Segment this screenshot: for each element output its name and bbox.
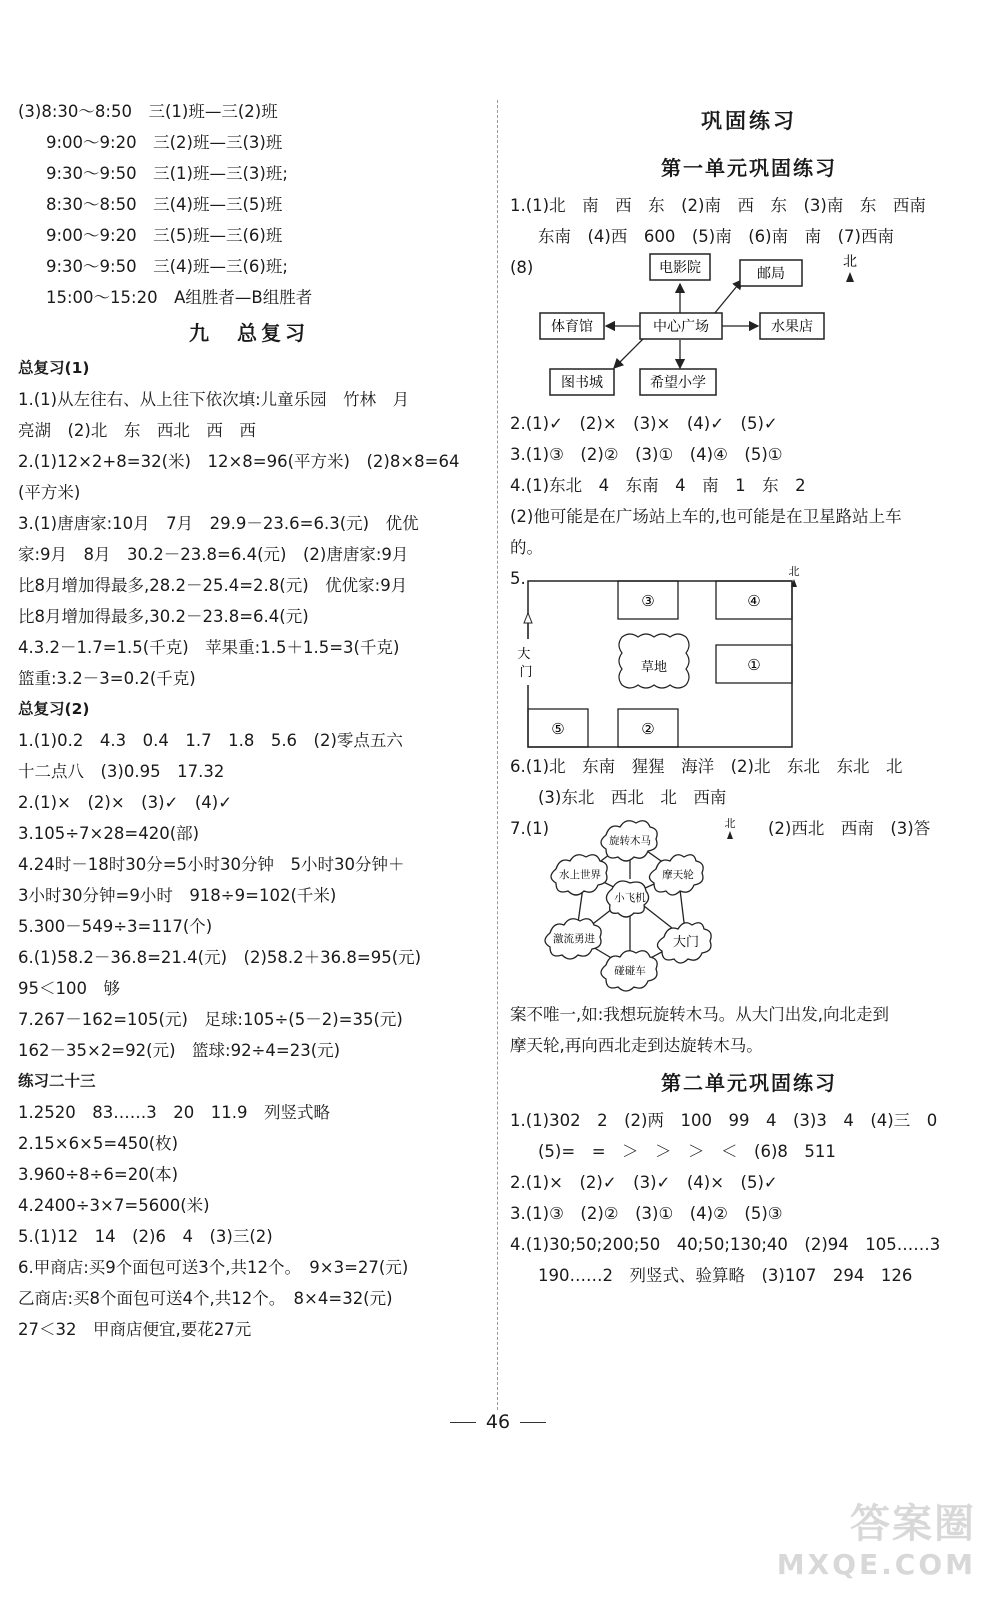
- schedule-line: 15:00～15:20 A组胜者—B组胜者: [46, 288, 313, 307]
- answer-line: 3.(1)③ (2)② (3)① (4)② (5)③: [510, 1204, 783, 1223]
- place-label: 碰碰车: [614, 965, 646, 977]
- map-figure-2: [510, 563, 988, 751]
- place-label: 大门: [672, 935, 700, 950]
- schedule-line: (3)8:30～8:50 三(1)班—三(2)班: [18, 102, 278, 121]
- answer-line: 的。: [510, 538, 543, 557]
- schedule-line: 9:00～9:20 三(5)班—三(6)班: [46, 226, 283, 245]
- answer-line: 95＜100 够: [18, 979, 120, 998]
- arrow-line: [614, 338, 644, 368]
- box-label: 水果店: [771, 319, 813, 335]
- place-label: 旋转木马: [609, 835, 651, 847]
- answer-line: 比8月增加得最多,30.2－23.8=6.4(元): [18, 607, 309, 626]
- answer-line: 4.(1)东北 4 东南 4 南 1 东 2: [510, 476, 806, 495]
- right-column: [510, 96, 988, 1291]
- building-label: ①: [747, 656, 761, 674]
- north-arrow-icon: [727, 831, 733, 839]
- gate-label: 大 门: [517, 647, 533, 680]
- building-label: ③: [641, 592, 655, 610]
- north-arrow-icon: [846, 272, 854, 282]
- left-column: [18, 96, 480, 1345]
- answer-line: 6.甲商店:买9个面包可送3个,共12个。 9×3=27(元): [18, 1258, 409, 1277]
- answer-line: 家:9月 8月 30.2－23.8=6.4(元) (2)唐唐家:9月: [18, 545, 409, 564]
- answer-line: (平方米): [18, 483, 81, 502]
- building-label: ②: [641, 720, 655, 738]
- answer-line: 162－35×2=92(元) 篮球:92÷4=23(元): [18, 1041, 341, 1060]
- place-label: 小飞机: [614, 892, 646, 904]
- box-label: 希望小学: [650, 375, 706, 391]
- arrow-line: [714, 280, 742, 314]
- answer-line: 2.(1)× (2)✓ (3)✓ (4)× (5)✓: [510, 1173, 778, 1192]
- section-title: 九 总复习: [189, 321, 309, 345]
- exercise23-lines: [18, 1097, 480, 1345]
- answer-line: 1.(1)0.2 4.3 0.4 1.7 1.8 5.6 (2)零点五六: [18, 731, 403, 750]
- answer-line: 亮湖 (2)北 东 西北 西 西: [18, 421, 256, 440]
- schedule: [18, 96, 480, 313]
- map-figure-1: [510, 252, 988, 408]
- location-map: [510, 252, 988, 408]
- column-divider: [497, 100, 498, 1410]
- question-label: (8): [510, 258, 534, 277]
- watermark-url: MXQE.COM: [776, 1548, 976, 1581]
- schedule-line: 8:30～8:50 三(4)班—三(5)班: [46, 195, 283, 214]
- answer-line: 篮重:3.2－3=0.2(千克): [18, 669, 196, 688]
- page-number: 46: [485, 1411, 511, 1433]
- answer-line: 1.(1)从左往右、从上往下依次填:儿童乐园 竹林 月: [18, 390, 410, 409]
- answer-line: 3.105÷7×28=420(部): [18, 824, 200, 843]
- schedule-line: 9:30～9:50 三(1)班—三(3)班;: [46, 164, 288, 183]
- place-label: 激流勇进: [553, 933, 595, 945]
- box-label: 体育馆: [551, 319, 593, 335]
- answer-line: 3.960÷8÷6=20(本): [18, 1165, 179, 1184]
- answer-line: 6.(1)58.2－36.8=21.4(元) (2)58.2＋36.8=95(元): [18, 948, 422, 967]
- answer-line: (5)= = ＞ ＞ ＞ ＜ (6)8 511: [538, 1142, 836, 1161]
- building-label: ⑤: [551, 720, 565, 738]
- answer-line: 2.15×6×5=450(枚): [18, 1134, 179, 1153]
- answer-line: 4.(1)30;50;200;50 40;50;130;40 (2)94 105……3: [510, 1235, 941, 1254]
- answer-line: 3.(1)③ (2)② (3)① (4)④ (5)①: [510, 445, 783, 464]
- page-footer: [0, 1402, 996, 1442]
- answer-line: 4.2400÷3×7=5600(米): [18, 1196, 210, 1215]
- lawn-label: 草地: [640, 660, 668, 675]
- north-label: 北: [843, 254, 857, 270]
- map-figure-3: [510, 813, 988, 999]
- answer-line: 1.2520 83……3 20 11.9 列竖式略: [18, 1103, 330, 1122]
- box-label: 邮局: [757, 266, 785, 282]
- unit1-heading: 第一单元巩固练习: [661, 156, 837, 180]
- review1-lines: [18, 384, 480, 694]
- answer-line: 2.(1)✓ (2)× (3)× (4)✓ (5)✓: [510, 414, 778, 433]
- footer-dash: [520, 1422, 546, 1423]
- answer-line: (2)西北 西南 (3)答: [768, 819, 931, 838]
- answer-line: 5.(1)12 14 (2)6 4 (3)三(2): [18, 1227, 273, 1246]
- review2-lines: [18, 725, 480, 1066]
- page-title: 巩固练习: [701, 109, 797, 133]
- answer-line: 6.(1)北 东南 猩猩 海洋 (2)北 东北 东北 北: [510, 757, 903, 776]
- answer-line: 2.(1)× (2)× (3)✓ (4)✓: [18, 793, 233, 812]
- answer-line: 案不唯一,如:我想玩旋转木马。从大门出发,向北走到: [510, 1005, 890, 1024]
- answer-line: 7.267－162=105(元) 足球:105÷(5－2)=35(元): [18, 1010, 403, 1029]
- question-label: 5.: [510, 569, 526, 588]
- answer-line: 4.3.2－1.7=1.5(千克) 苹果重:1.5＋1.5=3(千克): [18, 638, 400, 657]
- footer-dash: [450, 1422, 476, 1423]
- review2-heading: 总复习(2): [18, 700, 90, 718]
- answer-line: 5.300－549÷3=117(个): [18, 917, 213, 936]
- answer-line: 3小时30分钟=9小时 918÷9=102(千米): [18, 886, 337, 905]
- watermark-text: 答案圈: [850, 1501, 976, 1547]
- unit2-heading: 第二单元巩固练习: [661, 1071, 837, 1095]
- answer-line: (3)东北 西北 北 西南: [538, 788, 727, 807]
- box-label: 中心广场: [653, 319, 709, 335]
- campus-map: [510, 563, 988, 751]
- building-label: ④: [747, 592, 761, 610]
- gate-arrow-icon: [524, 613, 532, 623]
- exercise23-heading: 练习二十三: [18, 1072, 96, 1090]
- answer-line: (2)他可能是在广场站上车的,也可能是在卫星路站上车: [510, 507, 902, 526]
- answer-line: 乙商店:买8个面包可送4个,共12个。 8×4=32(元): [18, 1289, 393, 1308]
- box-label: 电影院: [659, 260, 701, 276]
- answer-line: 东南 (4)西 600 (5)南 (6)南 南 (7)西南: [538, 227, 894, 246]
- answer-line: 2.(1)12×2+8=32(米) 12×8=96(平方米) (2)8×8=64: [18, 452, 460, 471]
- north-label: 北: [724, 817, 736, 830]
- question-label: 7.(1): [510, 819, 550, 838]
- answer-line: 1.(1)北 南 西 东 (2)南 西 东 (3)南 东 西南: [510, 196, 926, 215]
- answer-line: 27＜32 甲商店便宜,要花27元: [18, 1320, 252, 1339]
- answer-line: 比8月增加得最多,28.2－25.4=2.8(元) 优优家:9月: [18, 576, 408, 595]
- answer-line: 190……2 列竖式、验算略 (3)107 294 126: [538, 1266, 913, 1285]
- place-label: 水上世界: [559, 869, 601, 881]
- answer-line: 摩天轮,再向西北走到达旋转木马。: [510, 1036, 763, 1055]
- north-label: 北: [788, 565, 800, 578]
- schedule-line: 9:00～9:20 三(2)班—三(3)班: [46, 133, 283, 152]
- answer-line: 3.(1)唐唐家:10月 7月 29.9－23.6=6.3(元) 优优: [18, 514, 419, 533]
- answer-line: 十二点八 (3)0.95 17.32: [18, 762, 225, 781]
- place-label: 摩天轮: [662, 869, 694, 881]
- box-label: 图书城: [561, 375, 603, 391]
- answer-line: 1.(1)302 2 (2)两 100 99 4 (3)3 4 (4)三 0: [510, 1111, 938, 1130]
- answer-line: 4.24时－18时30分=5小时30分钟 5小时30分钟＋: [18, 855, 405, 874]
- review1-heading: 总复习(1): [18, 359, 90, 377]
- schedule-line: 9:30～9:50 三(4)班—三(6)班;: [46, 257, 288, 276]
- watermark: [776, 1500, 976, 1590]
